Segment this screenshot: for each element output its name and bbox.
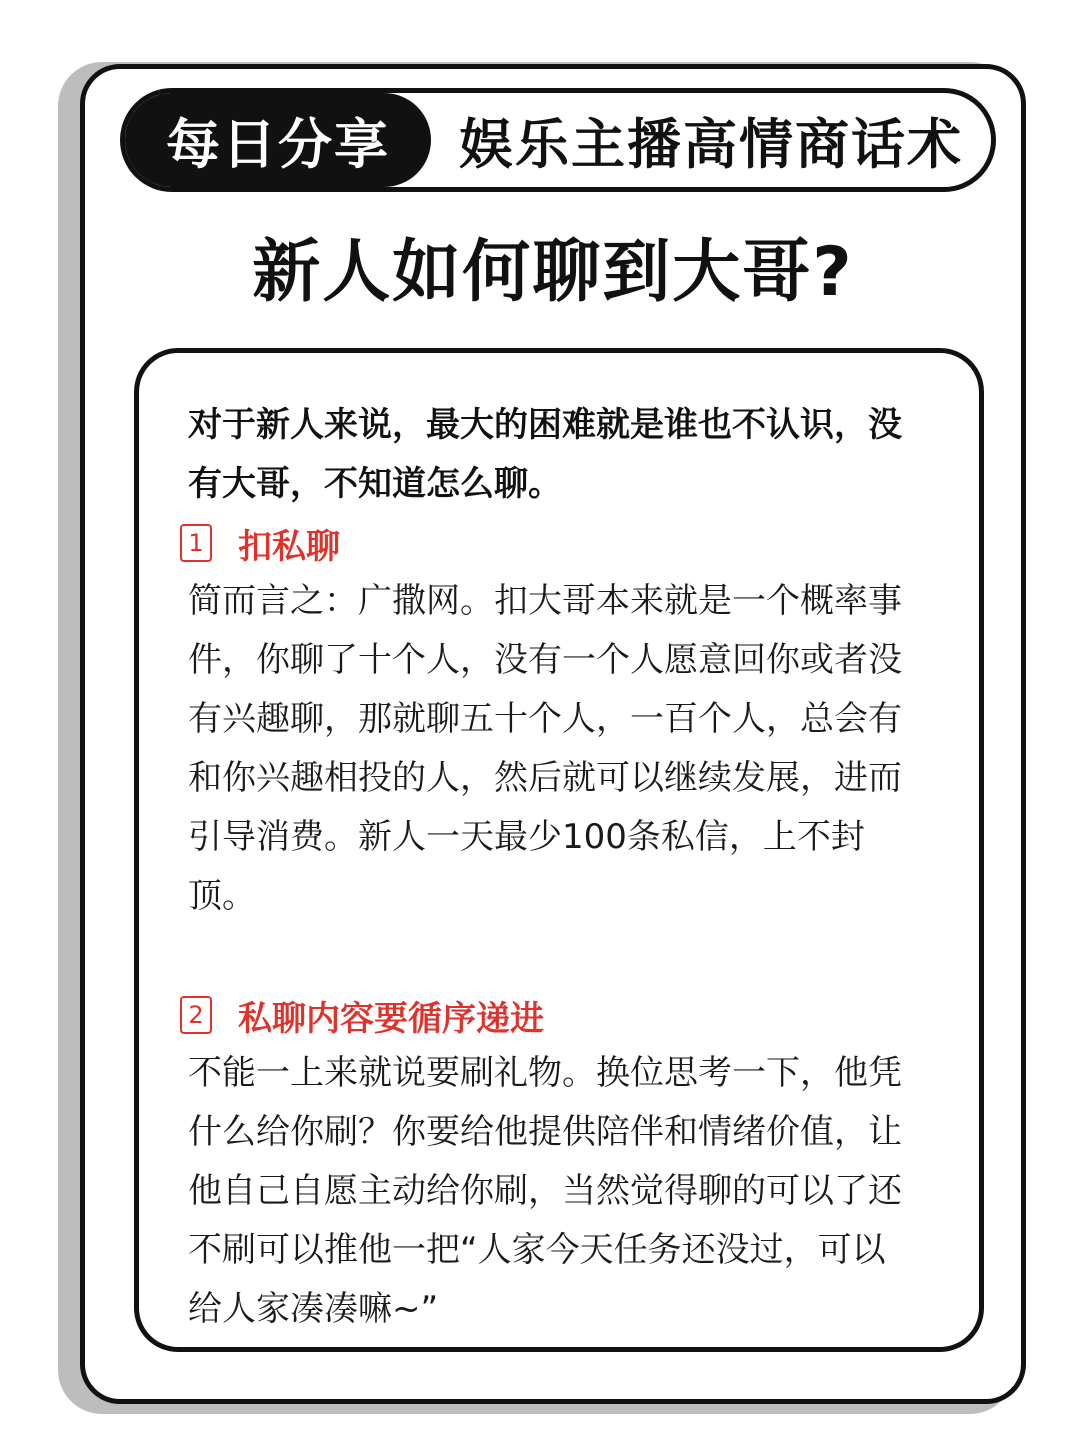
header-badge: 每日分享 — [125, 93, 431, 187]
header-banner — [120, 88, 996, 192]
page-title: 新人如何聊到大哥? — [252, 233, 854, 312]
section-1-body: 简而言之：广撒网。扣大哥本来就是一个概率事件，你聊了十个人，没有一个人愿意回你或者没有兴趣聊，那就聊五十个人，一百个人，总会有和你兴趣相投的人，然后就可以继续发展，进而引导消费。新人一天最少100条私信，上不封顶。 — [188, 581, 902, 916]
section-2-heading — [180, 990, 544, 1040]
section-number-badge: 2 — [180, 996, 212, 1034]
section-title: 私聊内容要循序递进 — [238, 998, 544, 1039]
header-topic: 娱乐主播高情商话术 — [459, 112, 963, 176]
section-number-badge: 1 — [180, 524, 212, 562]
section-2-body: 不能一上来就说要刷礼物。换位思考一下，他凭什么给你刷？你要给他提供陪伴和情绪价值，让他自己自愿主动给你刷，当然觉得聊的可以了还不刷可以推他一把“人家今天任务还没过，可以给人家凑凑嘛~” — [188, 1053, 902, 1329]
section-1-heading — [180, 518, 340, 568]
intro-paragraph: 对于新人来说，最大的困难就是谁也不认识，没有大哥，不知道怎么聊。 — [188, 405, 902, 504]
section-title: 扣私聊 — [238, 526, 340, 567]
